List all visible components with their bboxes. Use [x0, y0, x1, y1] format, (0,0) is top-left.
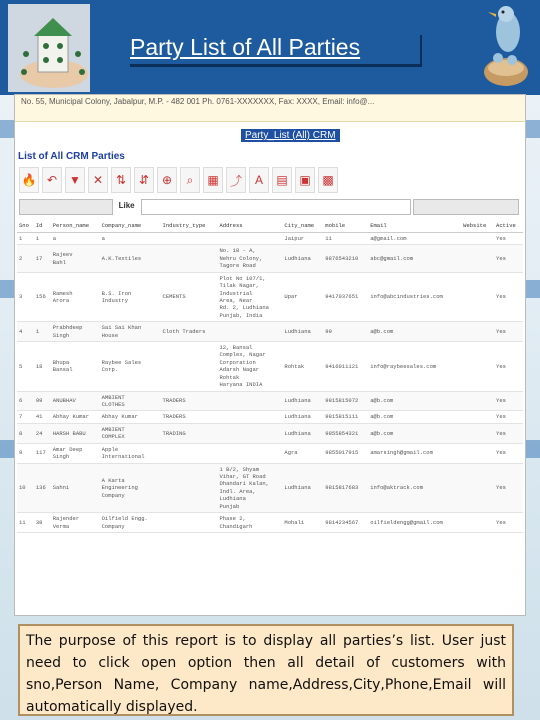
table-cell-active: Yes: [494, 411, 523, 423]
table-cell-industry: Cloth Traders: [161, 322, 218, 342]
app-screenshot: [14, 94, 526, 616]
table-cell-sno: 11: [17, 513, 34, 533]
table-cell-company: AMBIENT CLOTHES: [100, 391, 161, 411]
table-cell-active: Yes: [494, 245, 523, 272]
table-cell-city: Ludhiana: [282, 322, 323, 342]
table-cell-sno: 9: [17, 443, 34, 463]
table-row[interactable]: [17, 423, 523, 443]
table-cell-active: Yes: [494, 233, 523, 245]
table-row[interactable]: [17, 342, 523, 392]
sort-desc-icon[interactable]: ⇵: [134, 167, 154, 193]
csv-icon[interactable]: ▣: [295, 167, 315, 193]
table-cell-city: Rohtak: [282, 342, 323, 392]
org-chart-icon: [8, 4, 90, 92]
table-cell-email: a@gmail.com: [368, 233, 461, 245]
table-cell-website: [461, 272, 494, 322]
table-cell-person: Rajeev Bahl: [51, 245, 100, 272]
table-cell-city: Mohali: [282, 513, 323, 533]
column-header[interactable]: City_name: [282, 219, 323, 233]
table-cell-active: Yes: [494, 391, 523, 411]
table-cell-person: HARSH BABU: [51, 423, 100, 443]
table-cell-id: 17: [34, 245, 51, 272]
table-cell-website: [461, 463, 494, 513]
table-cell-mobile: 9815817683: [323, 463, 368, 513]
column-header[interactable]: Id: [34, 219, 51, 233]
table-cell-industry: TRADERS: [161, 411, 218, 423]
table-cell-mobile: 9815815072: [323, 391, 368, 411]
table-cell-industry: [161, 233, 218, 245]
table-cell-email: amarsingh@gmail.com: [368, 443, 461, 463]
table-cell-mobile: 9815815111: [323, 411, 368, 423]
description-box: The purpose of this report is to display all parties’s list. User just need to click open option then all detail of customers with sno,Person Name, Company name,Address,City,Phone,Email will automatically displayed.: [18, 624, 514, 716]
table-cell-company: B.S. Iron Industry: [100, 272, 161, 322]
column-header[interactable]: Company_name: [100, 219, 161, 233]
table-cell-address: [217, 233, 282, 245]
flame-icon[interactable]: 🔥: [19, 167, 39, 193]
table-cell-email: a@b.com: [368, 411, 461, 423]
table-cell-email: info@abcindustries.com: [368, 272, 461, 322]
column-header[interactable]: Industry_type: [161, 219, 218, 233]
table-cell-id: 24: [34, 423, 51, 443]
table-cell-sno: 7: [17, 411, 34, 423]
table-cell-active: Yes: [494, 513, 523, 533]
table-cell-mobile: 9876543210: [323, 245, 368, 272]
table-cell-email: a@b.com: [368, 423, 461, 443]
back-arrow-icon[interactable]: ↶: [42, 167, 62, 193]
table-cell-sno: 2: [17, 245, 34, 272]
pdf-icon[interactable]: ▩: [318, 167, 338, 193]
table-cell-industry: [161, 443, 218, 463]
table-cell-website: [461, 391, 494, 411]
table-cell-email: a@b.com: [368, 391, 461, 411]
text-icon[interactable]: A: [249, 167, 269, 193]
table-cell-company: Apple International: [100, 443, 161, 463]
table-cell-company: Abhay Kumar: [100, 411, 161, 423]
table-cell-city: Jaipur: [282, 233, 323, 245]
table-cell-sno: 6: [17, 391, 34, 411]
table-cell-id: 117: [34, 443, 51, 463]
table-cell-email: info@aktrack.com: [368, 463, 461, 513]
table-cell-company: A Karta Engineering Company: [100, 463, 161, 513]
table-cell-email: a@b.com: [368, 322, 461, 342]
filter-icon[interactable]: ▼: [65, 167, 85, 193]
table-row[interactable]: [17, 322, 523, 342]
table-cell-mobile: 9416011121: [323, 342, 368, 392]
table-cell-address: [217, 391, 282, 411]
column-header[interactable]: Active: [494, 219, 523, 233]
table-cell-address: No. 18 - A, Nehru Colony, Tagore Road: [217, 245, 282, 272]
table-cell-person: a: [51, 233, 100, 245]
table-cell-mobile: 11: [323, 233, 368, 245]
filter-operator[interactable]: Like: [118, 201, 135, 210]
table-cell-person: Prabhdeep Singh: [51, 322, 100, 342]
export-icon[interactable]: ⤴: [226, 167, 246, 193]
table-cell-id: 1: [34, 322, 51, 342]
table-cell-city: Agra: [282, 443, 323, 463]
table-cell-person: Ramesh Arora: [51, 272, 100, 322]
table-cell-website: [461, 245, 494, 272]
table-cell-mobile: 9417037651: [323, 272, 368, 322]
table-cell-address: Plot No 107/1, Tilak Nagar, Industrial Area, Near Rd. 2, Ludhiana Punjab, India: [217, 272, 282, 322]
table-row[interactable]: [17, 513, 523, 533]
table-cell-person: Bhupa Bansal: [51, 342, 100, 392]
table-cell-industry: [161, 342, 218, 392]
table-cell-person: Rajender Verma: [51, 513, 100, 533]
table-cell-company: Raybee Sales Corp.: [100, 342, 161, 392]
table-cell-address: [217, 423, 282, 443]
table-cell-industry: [161, 463, 218, 513]
table-cell-website: [461, 322, 494, 342]
table-cell-active: Yes: [494, 322, 523, 342]
table-cell-active: Yes: [494, 272, 523, 322]
table-cell-website: [461, 423, 494, 443]
table-cell-id: 136: [34, 463, 51, 513]
table-cell-sno: 8: [17, 423, 34, 443]
table-cell-active: Yes: [494, 342, 523, 392]
table-cell-industry: CEMENTS: [161, 272, 218, 322]
table-row[interactable]: [17, 391, 523, 411]
table-row[interactable]: [17, 245, 523, 272]
table-cell-city: Ludhiana: [282, 463, 323, 513]
table-cell-email: info@raybeesales.com: [368, 342, 461, 392]
table-cell-person: ANUBHAV: [51, 391, 100, 411]
table-row[interactable]: [17, 411, 523, 423]
table-cell-person: Abhay Kumar: [51, 411, 100, 423]
column-header[interactable]: Website: [461, 219, 494, 233]
table-cell-mobile: 9855017915: [323, 443, 368, 463]
table-cell-website: [461, 443, 494, 463]
table-cell-sno: 3: [17, 272, 34, 322]
search-icon[interactable]: ⌕: [180, 167, 200, 193]
party-table: [17, 219, 523, 533]
table-cell-address: [217, 411, 282, 423]
table-cell-address: 12, Bansal Complex, Nagar Corporation Adarsh Nagar Rohtak Haryana INDIA: [217, 342, 282, 392]
column-header[interactable]: Sno: [17, 219, 34, 233]
table-cell-address: [217, 443, 282, 463]
column-header[interactable]: mobile: [323, 219, 368, 233]
sort-icon[interactable]: ⇅: [111, 167, 131, 193]
page-title: Party List of All Parties: [128, 32, 420, 64]
table-cell-company: A.K.Textiles: [100, 245, 161, 272]
column-header[interactable]: Email: [368, 219, 461, 233]
table-cell-id: 99: [34, 391, 51, 411]
filter-apply[interactable]: [413, 199, 519, 215]
filter-bar: [19, 199, 519, 215]
filter-input[interactable]: [141, 199, 412, 215]
table-cell-sno: 1: [17, 233, 34, 245]
table-cell-email: oilfieldengg@gmail.com: [368, 513, 461, 533]
table-cell-active: Yes: [494, 443, 523, 463]
table-cell-person: Sahni: [51, 463, 100, 513]
table-cell-person: Amar Deep Singh: [51, 443, 100, 463]
table-cell-industry: TRADERS: [161, 391, 218, 411]
table-cell-industry: TRADING: [161, 423, 218, 443]
table-row[interactable]: [17, 463, 523, 513]
table-cell-mobile: 99: [323, 322, 368, 342]
table-cell-website: [461, 233, 494, 245]
section-title: List of All CRM Parties: [18, 151, 125, 162]
table-cell-city: Ludhiana: [282, 245, 323, 272]
table-cell-sno: 10: [17, 463, 34, 513]
toolbar: [19, 167, 338, 197]
table-cell-website: [461, 342, 494, 392]
table-cell-id: 156: [34, 272, 51, 322]
breadcrumb[interactable]: Party_List (All) CRM: [241, 129, 340, 142]
table-cell-website: [461, 513, 494, 533]
clear-filter-icon[interactable]: ✕: [88, 167, 108, 193]
table-cell-city: Upar: [282, 272, 323, 322]
table-cell-id: 1: [34, 233, 51, 245]
table-cell-city: Ludhiana: [282, 423, 323, 443]
table-cell-email: abc@gmail.com: [368, 245, 461, 272]
table-cell-sno: 4: [17, 322, 34, 342]
column-header[interactable]: Address: [217, 219, 282, 233]
grid-icon[interactable]: ▦: [203, 167, 223, 193]
table-cell-industry: [161, 245, 218, 272]
table-cell-mobile: 9814234567: [323, 513, 368, 533]
bird-icon: [478, 2, 534, 92]
table-header: [17, 219, 523, 233]
table-cell-sno: 5: [17, 342, 34, 392]
table-cell-city: Ludhiana: [282, 411, 323, 423]
address-strip: No. 55, Municipal Colony, Jabalpur, M.P. - 482 001 Ph. 0761-XXXXXXX, Fax: XXXX, Email: info@...: [15, 95, 525, 122]
zoom-icon[interactable]: ⊕: [157, 167, 177, 193]
table-cell-address: [217, 322, 282, 342]
table-cell-city: Ludhiana: [282, 391, 323, 411]
table-cell-id: 38: [34, 513, 51, 533]
table-cell-active: Yes: [494, 423, 523, 443]
column-header[interactable]: Person_name: [51, 219, 100, 233]
table-cell-id: 41: [34, 411, 51, 423]
table-row[interactable]: [17, 272, 523, 322]
table-cell-address: Phase 2, Chandigarh: [217, 513, 282, 533]
table-cell-company: AMBIENT COMPLEX: [100, 423, 161, 443]
filter-column-select[interactable]: [19, 199, 113, 215]
table-cell-id: 18: [34, 342, 51, 392]
table-cell-industry: [161, 513, 218, 533]
table-cell-mobile: 9855854321: [323, 423, 368, 443]
report-icon[interactable]: ▤: [272, 167, 292, 193]
table-cell-active: Yes: [494, 463, 523, 513]
table-cell-website: [461, 411, 494, 423]
table-row[interactable]: [17, 443, 523, 463]
table-row[interactable]: [17, 233, 523, 245]
table-cell-company: a: [100, 233, 161, 245]
table-cell-company: Sai Sai Khan House: [100, 322, 161, 342]
table-cell-address: 1 B/2, Shyam Vihar, GT Road Dhandari Kalan, Indl. Area, Ludhiana Punjab: [217, 463, 282, 513]
table-cell-company: Oilfield Engg. Company: [100, 513, 161, 533]
